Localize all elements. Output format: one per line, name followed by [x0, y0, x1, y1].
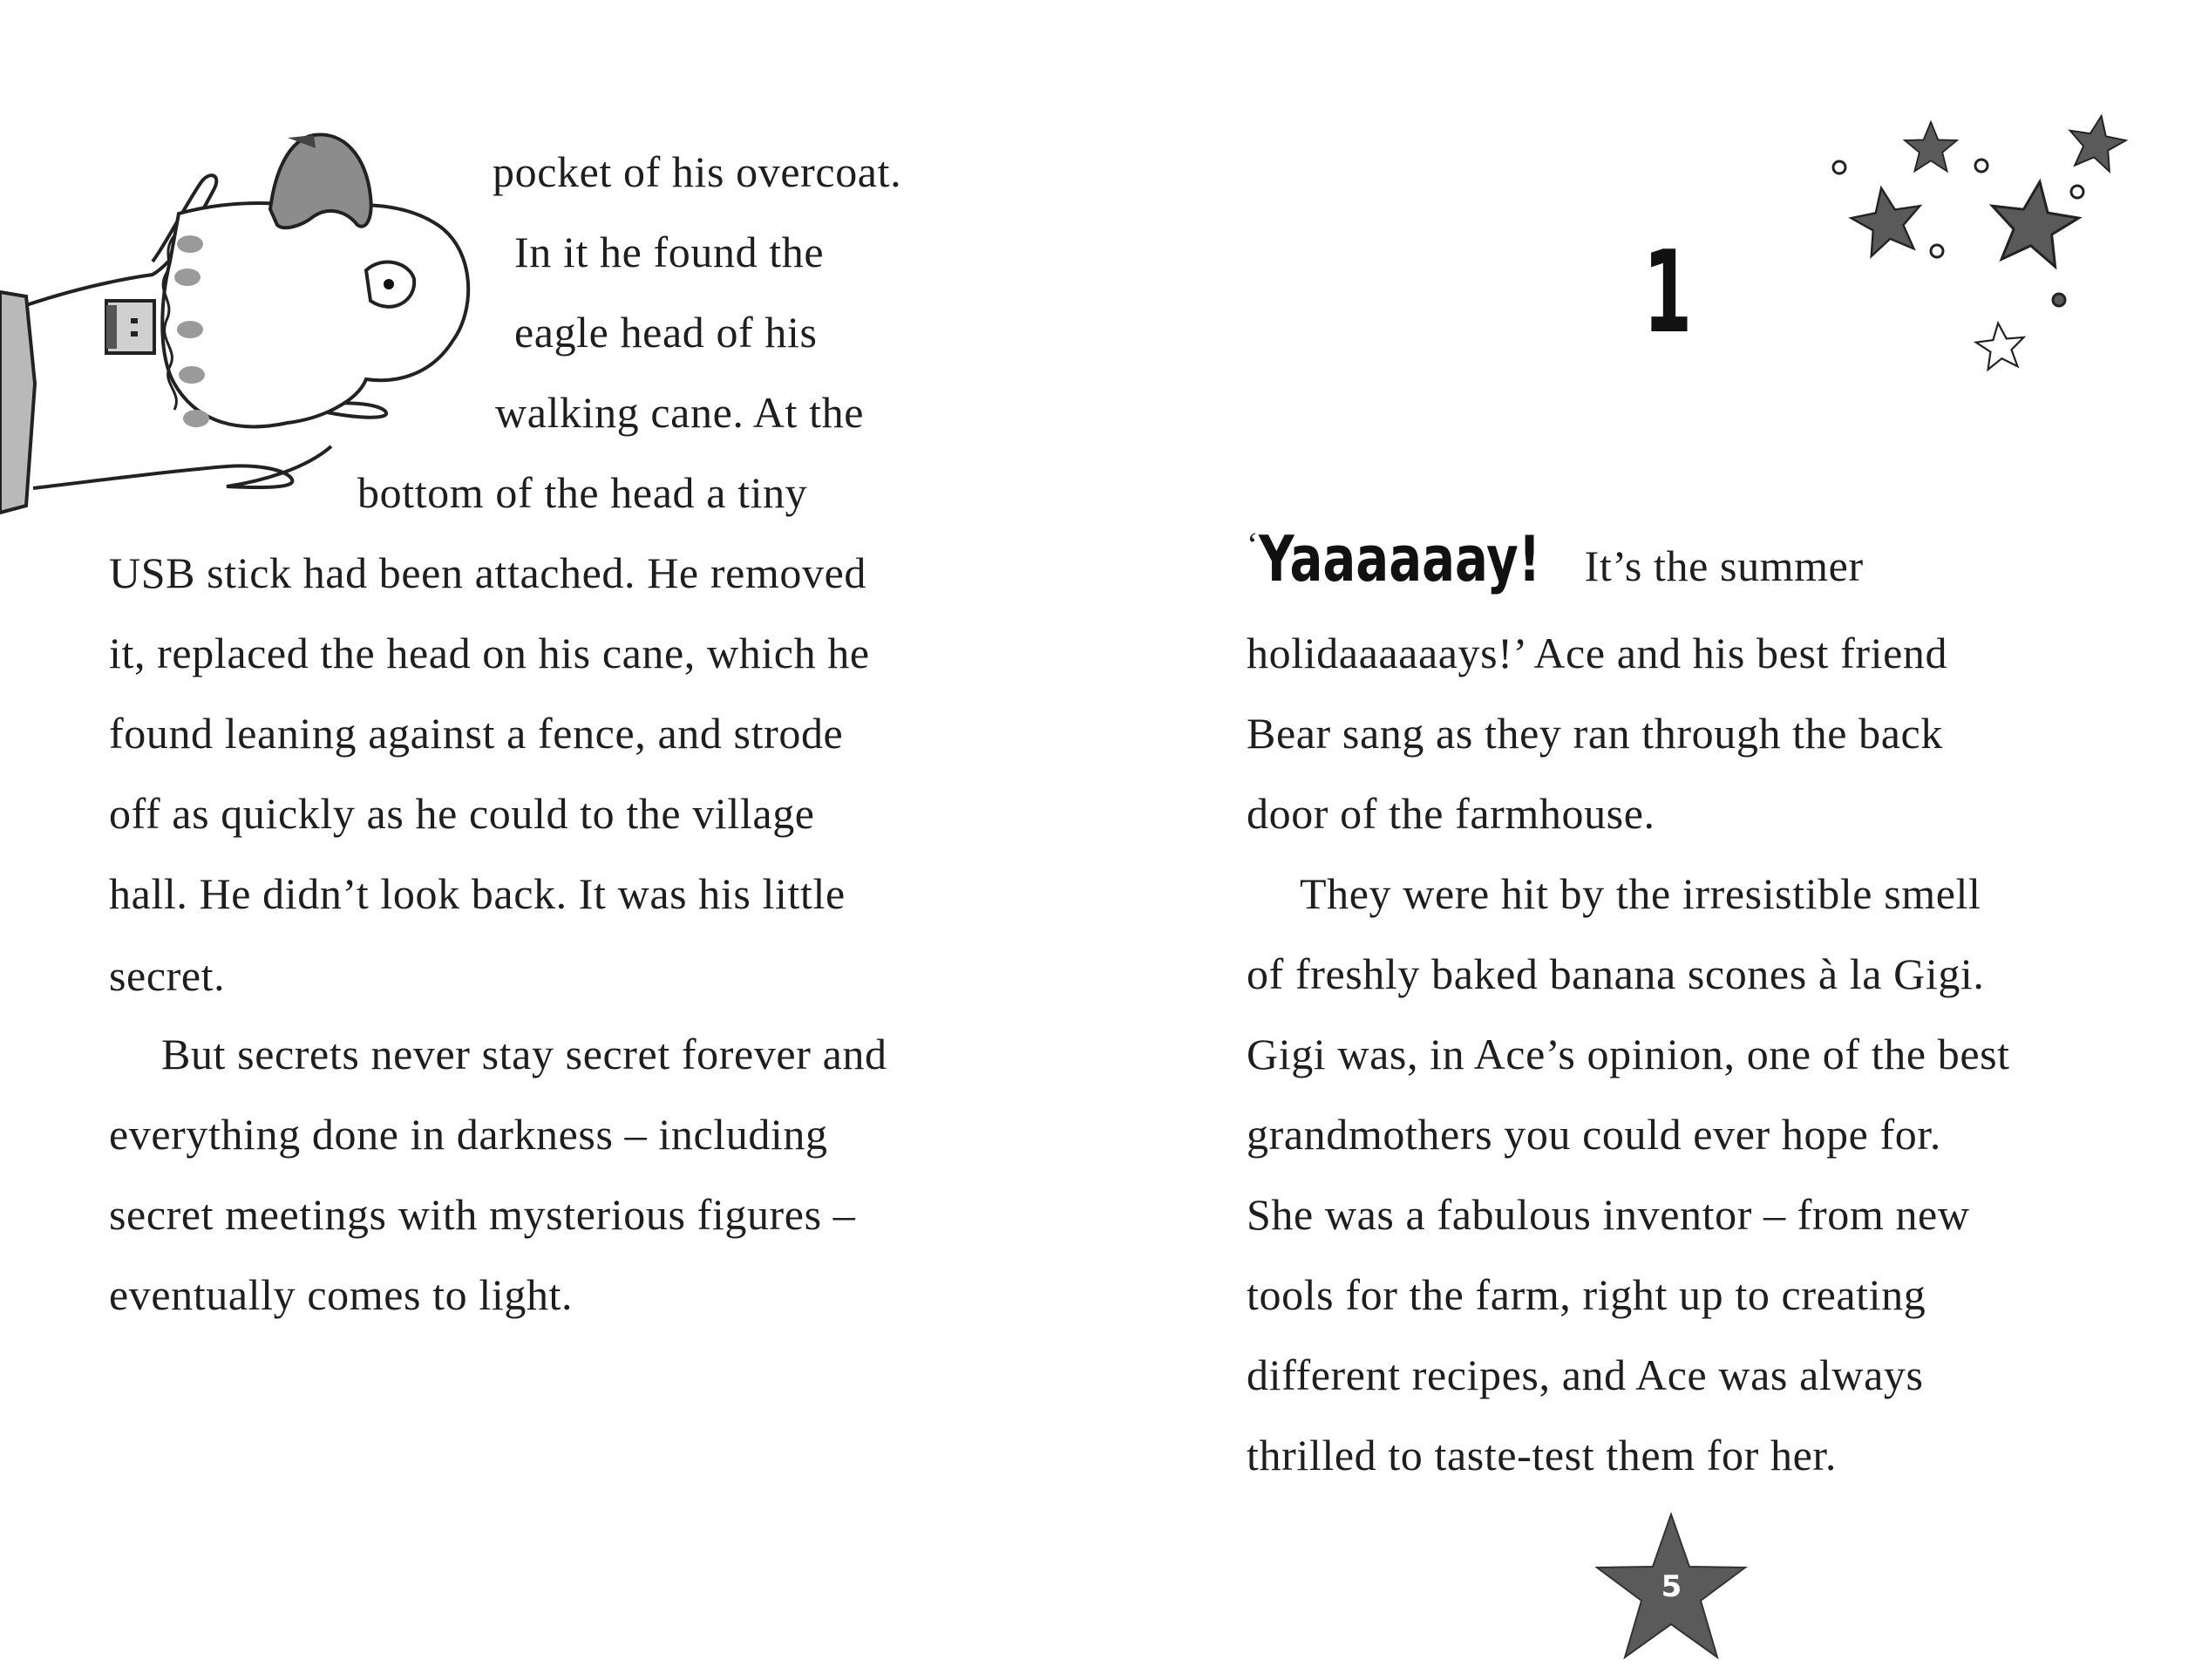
opening-line	[1247, 522, 1864, 595]
text-line: eventually comes to light.	[109, 1270, 574, 1319]
text-line: tools for the farm, right up to creating	[1247, 1270, 1926, 1319]
text-line: secret.	[109, 951, 226, 1000]
hand-holding-eagle-head-icon	[0, 122, 488, 523]
page-number: 5	[1661, 1569, 1682, 1604]
opening-shout: Yaaaaaay!	[1258, 522, 1541, 595]
text-line: it, replaced the head on his cane, which he	[109, 629, 870, 677]
right-page	[1094, 0, 2188, 1680]
chapter-number: 1	[1643, 226, 1693, 358]
text-line: In it he found the	[514, 228, 825, 276]
text-line: eagle head of his	[514, 308, 818, 357]
text-line: pocket of his overcoat.	[493, 147, 902, 196]
text-line: found leaning against a fence, and strode	[109, 709, 844, 758]
text-line: Gigi was, in Ace’s opinion, one of the best	[1247, 1030, 2010, 1078]
text-line: holidaaaaaays!’ Ace and his best friend	[1247, 629, 1948, 677]
opening-line-rest: It’s the summer	[1573, 541, 1864, 590]
text-line: different recipes, and Ace was always	[1247, 1350, 1924, 1399]
text-line: secret meetings with mysterious figures –	[109, 1190, 856, 1239]
text-line: door of the farmhouse.	[1247, 789, 1655, 838]
text-line: But secrets never stay secret forever and	[161, 1030, 887, 1078]
text-line: hall. He didn’t look back. It was his little	[109, 869, 846, 918]
text-line: grandmothers you could ever hope for.	[1247, 1110, 1941, 1159]
text-line: USB stick had been attached. He removed	[109, 548, 866, 597]
text-line: walking cane. At the	[495, 388, 864, 437]
star-cluster-icon	[1800, 105, 2184, 392]
text-line: She was a fabulous inventor – from new	[1247, 1190, 1970, 1239]
text-line: Bear sang as they ran through the back	[1247, 709, 1943, 758]
opening-quote: ‘	[1247, 525, 1259, 564]
text-line: thrilled to taste-test them for her.	[1247, 1431, 1837, 1479]
text-line: They were hit by the irresistible smell	[1300, 869, 1981, 918]
text-line: bottom of the head a tiny	[357, 468, 808, 517]
text-line: off as quickly as he could to the village	[109, 789, 815, 838]
text-line: of freshly baked banana scones à la Gigi.	[1247, 949, 1985, 998]
text-line: everything done in darkness – including	[109, 1110, 828, 1159]
